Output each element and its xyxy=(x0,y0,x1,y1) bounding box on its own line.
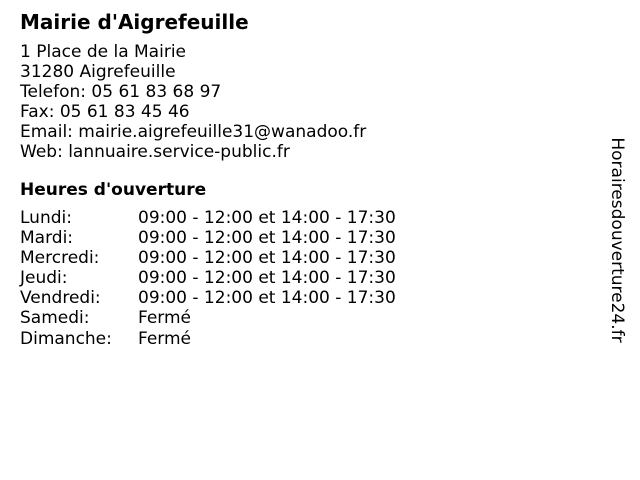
phone-line[interactable]: Telefon: 05 61 83 68 97 xyxy=(20,82,222,102)
day-hours: Fermé xyxy=(138,328,192,349)
day-hours: 09:00 - 12:00 et 14:00 - 17:30 xyxy=(138,288,396,309)
hours-row xyxy=(20,308,600,328)
day-hours: 09:00 - 12:00 et 14:00 - 17:30 xyxy=(138,248,396,269)
day-label: Mardi: xyxy=(20,228,74,249)
email-line[interactable]: Email: mairie.aigrefeuille31@wanadoo.fr xyxy=(20,122,367,142)
day-label: Samedi: xyxy=(20,308,90,329)
brand-text: Horairesdouverture24.fr xyxy=(607,137,627,343)
day-label: Mercredi: xyxy=(20,248,100,269)
hours-row xyxy=(20,248,600,268)
hours-heading: Heures d'ouverture xyxy=(20,180,207,200)
fax-line: Fax: 05 61 83 45 46 xyxy=(20,102,190,122)
day-hours: Fermé xyxy=(138,308,192,329)
day-hours: 09:00 - 12:00 et 14:00 - 17:30 xyxy=(138,228,396,249)
city-line: 31280 Aigrefeuille xyxy=(20,62,176,82)
day-label: Vendredi: xyxy=(20,288,101,309)
hours-row xyxy=(20,288,600,308)
hours-row xyxy=(20,228,600,248)
day-label: Dimanche: xyxy=(20,328,112,349)
hours-row xyxy=(20,208,600,228)
day-label: Lundi: xyxy=(20,208,72,228)
page-title: Mairie d'Aigrefeuille xyxy=(20,10,249,34)
web-line[interactable]: Web: lannuaire.service-public.fr xyxy=(20,142,290,162)
day-hours: 09:00 - 12:00 et 14:00 - 17:30 xyxy=(138,268,396,289)
address-block xyxy=(20,42,600,162)
day-hours: 09:00 - 12:00 et 14:00 - 17:30 xyxy=(138,208,396,228)
street-line: 1 Place de la Mairie xyxy=(20,42,186,62)
hours-row xyxy=(20,268,600,288)
hours-row xyxy=(20,329,600,349)
hours-table xyxy=(20,208,600,349)
brand-watermark xyxy=(592,0,640,480)
day-label: Jeudi: xyxy=(20,268,68,289)
info-card xyxy=(20,8,600,349)
